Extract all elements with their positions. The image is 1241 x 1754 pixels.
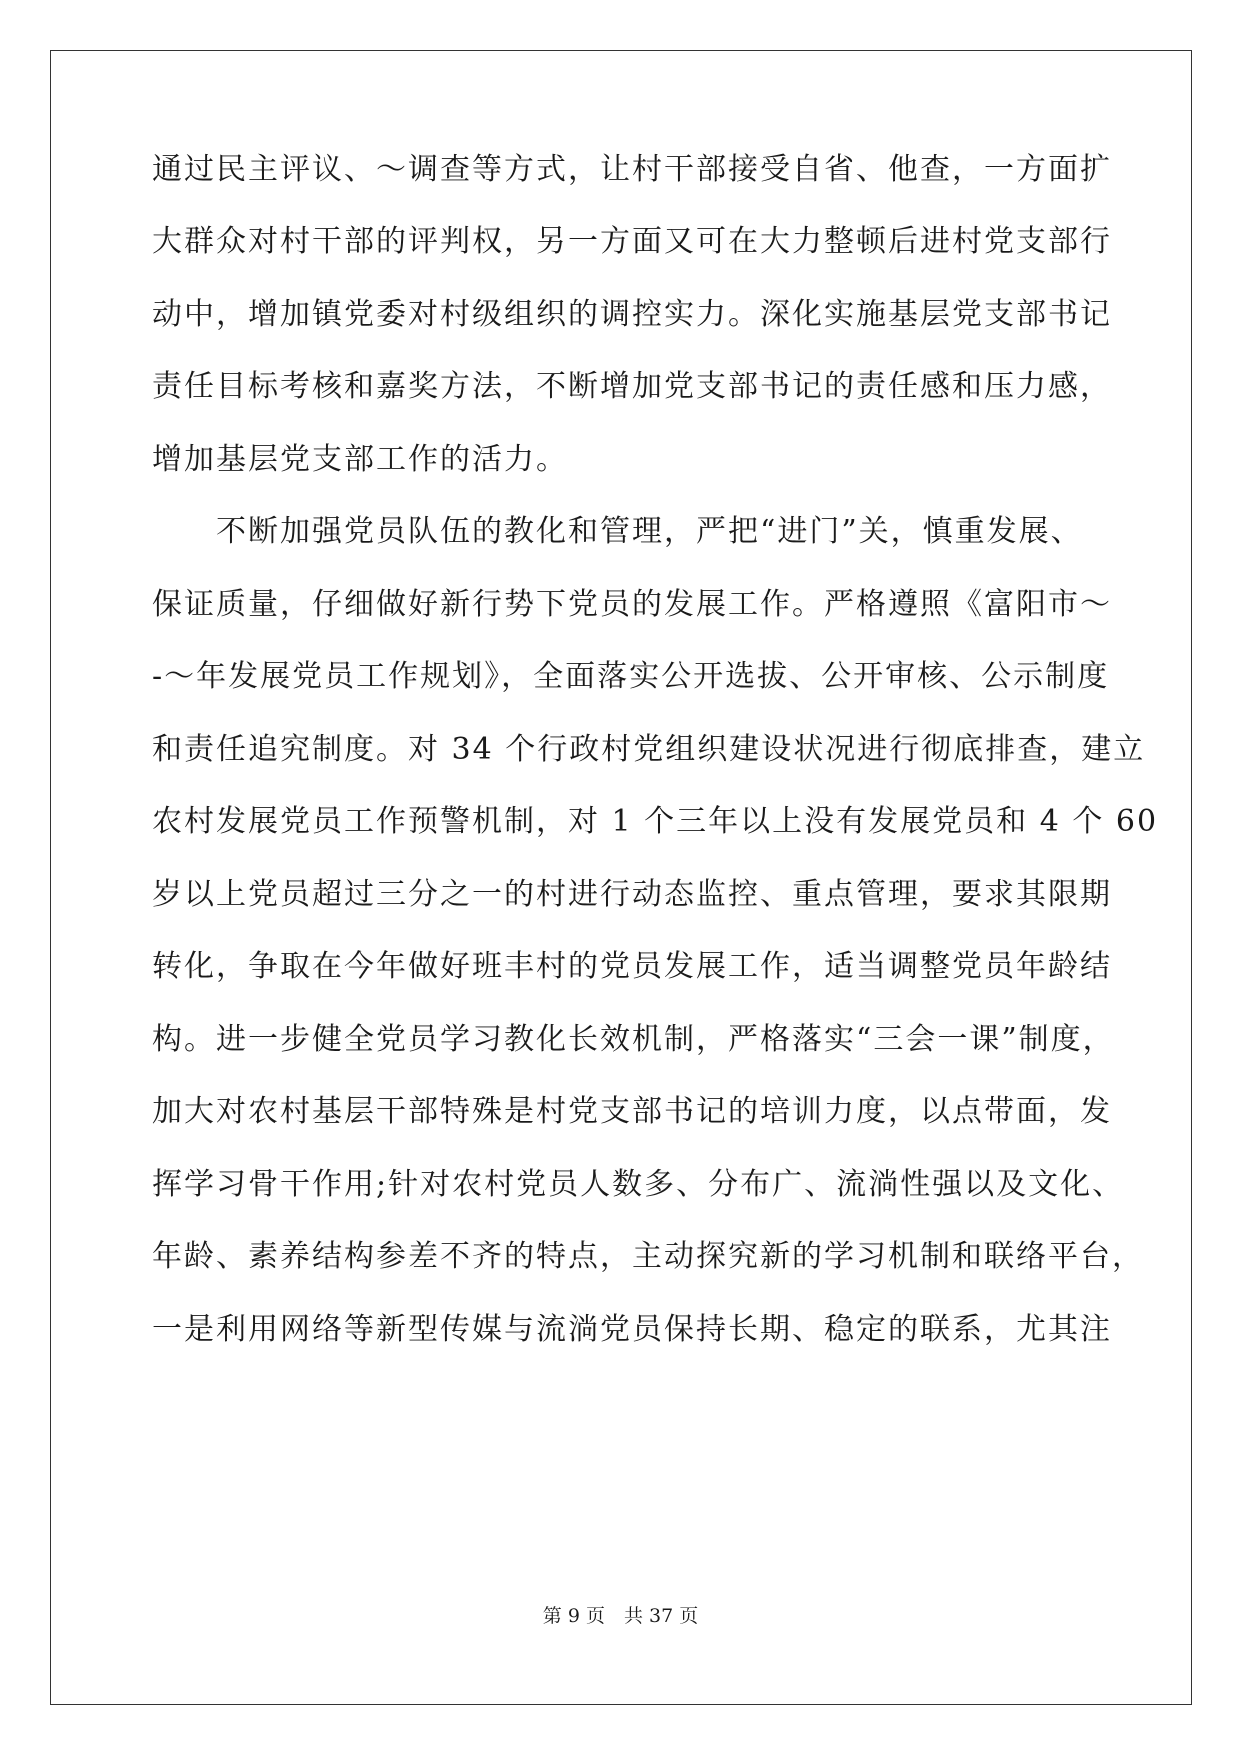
text-line: 构。进一步健全党员学习教化长效机制，严格落实“三会一课”制度，: [152, 1022, 1115, 1057]
text-line: 通过民主评议、～调查等方式，让村干部接受自省、他查，一方面扩: [152, 152, 1112, 187]
text-line: 增加基层党支部工作的活力。: [152, 442, 568, 477]
text-line: -～年发展党员工作规划》，全面落实公开选拔、公开审核、公示制度: [152, 659, 1110, 694]
text-line: 不断加强党员队伍的教化和管理，严把“进门”关，慎重发展、: [152, 514, 1083, 549]
text-line: 挥学习骨干作用;针对农村党员人数多、分布广、流淌性强以及文化、: [152, 1167, 1125, 1202]
text-line: 责任目标考核和嘉奖方法，不断增加党支部书记的责任感和压力感，: [152, 369, 1112, 404]
text-line: 加大对农村基层干部特殊是村党支部书记的培训力度，以点带面，发: [152, 1094, 1112, 1129]
text-line: 转化，争取在今年做好班丰村的党员发展工作，适当调整党员年龄结: [152, 949, 1112, 984]
text-line: 一是利用网络等新型传媒与流淌党员保持长期、稳定的联系，尤其注: [152, 1312, 1112, 1347]
page-number: 第 9 页 共 37 页: [542, 1605, 699, 1627]
text-line: 岁以上党员超过三分之一的村进行动态监控、重点管理，要求其限期: [152, 877, 1112, 912]
text-line: 保证质量，仔细做好新行势下党员的发展工作。严格遵照《富阳市～: [152, 587, 1112, 622]
text-line: 动中，增加镇党委对村级组织的调控实力。深化实施基层党支部书记: [152, 297, 1112, 332]
text-line: 大群众对村干部的评判权，另一方面又可在大力整顿后进村党支部行: [152, 224, 1112, 259]
text-line: 和责任追究制度。对 34 个行政村党组织建设状况进行彻底排查，建立: [152, 732, 1146, 767]
text-line: 年龄、素养结构参差不齐的特点，主动探究新的学习机制和联络平台，: [152, 1239, 1144, 1274]
text-line: 农村发展党员工作预警机制，对 1 个三年以上没有发展党员和 4 个 60: [152, 804, 1159, 839]
